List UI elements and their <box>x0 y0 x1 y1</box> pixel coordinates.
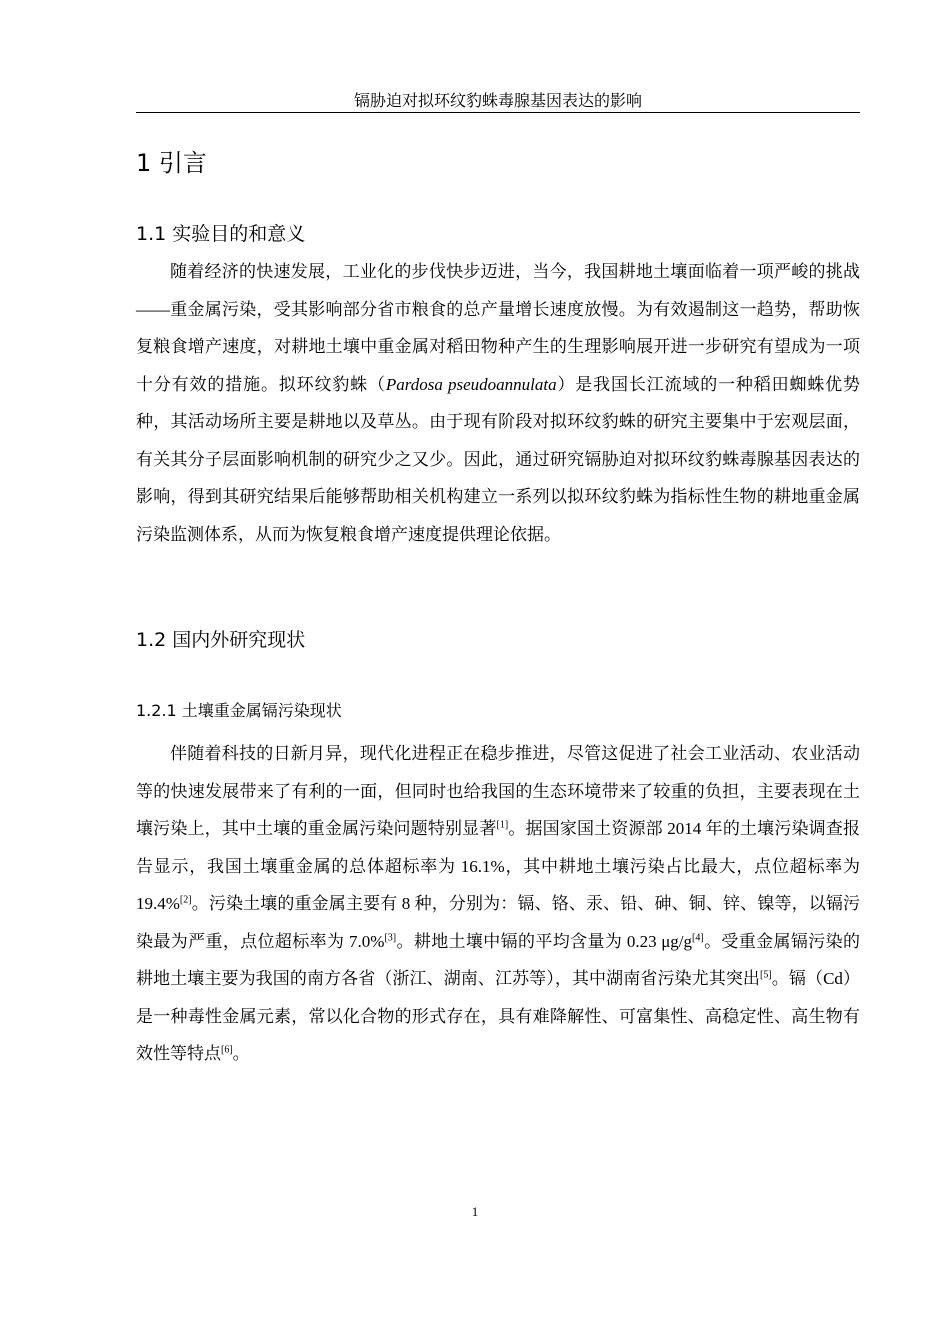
paragraph-soil-pollution <box>136 735 860 1073</box>
citation-6: [6] <box>221 1044 233 1056</box>
chapter-title: 1 引言 <box>136 149 207 177</box>
citation-4: [4] <box>692 931 704 943</box>
section-title-1-2: 1.2 国内外研究现状 <box>136 629 306 651</box>
citation-3: [3] <box>384 931 397 943</box>
sentence-6: 。镉（Cd）是一种毒性金属元素，常以化合物的形式存在，具有难降解性、可富集性、高稳定性、高生物有效性等特点 <box>136 969 861 1063</box>
section-title-1-2-1: 1.2.1 土壤重金属镉污染现状 <box>136 701 342 720</box>
sentence-4: 。耕地土壤中镉的平均含量为 0.23 μg/g <box>396 931 693 951</box>
page-number: 1 <box>471 1204 479 1219</box>
paragraph-purpose-text-1: 随着经济的快速发展，工业化的步伐快步迈进，当今，我国耕地土壤面临着一项严峻的挑战——重金属污染，受其影响部分省市粮食的总产量增长速度放慢。为有效遏制这一趋势，帮助恢复粮食增产速度，对耕地土壤中重金属对稻田物种产生的生理影响展开进一步研究有望成为一项十分有效的措施。拟环纹豹蛛（ <box>136 262 860 394</box>
paragraph-purpose-text-2: ）是我国长江流域的一种稻田蜘蛛优势种，其活动场所主要是耕地以及草丛。由于现有阶段对拟环纹豹蛛的研究主要集中于宏观层面，有关其分子层面影响机制的研究少之又少。因此，通过研究镉胁迫对拟环纹豹蛛毒腺基因表达的影响，得到其研究结果后能够帮助相关机构建立一系列以拟环纹豹蛛为指标性生物的耕地重金属污染监测体系，从而为恢复粮食增产速度提供理论依据。 <box>136 374 861 544</box>
sentence-5: 。受重金属镉污染的耕地土壤主要为我国的南方各省（浙江、湖南、江苏等），其中湖南省污染尤其突出 <box>136 931 860 988</box>
sentence-1: 伴随着科技的日新月异，现代化进程正在稳步推进，尽管这促进了社会工业活动、农业活动等的快速发展带来了有利的一面，但同时也给我国的生态环境带来了较重的负担，主要表现在土壤污染上，其中土壤的重金属污染问题特别显著 <box>136 744 860 838</box>
sentence-3: 。污染土壤的重金属主要有 8 种，分别为：镉、铬、汞、铅、砷、铜、锌、镍等，以镉污染最为严重，点位超标率为 7.0% <box>136 894 860 951</box>
species-name: Pardosa pseudoannulata <box>385 374 557 394</box>
running-header <box>136 92 860 113</box>
citation-5: [5] <box>760 969 772 981</box>
citation-2: [2] <box>179 894 192 906</box>
citation-1: [1] <box>496 819 509 831</box>
running-title: 镉胁迫对拟环纹豹蛛毒腺基因表达的影响 <box>353 93 642 110</box>
sentence-2: 。据国家国土资源部 2014 年的土壤污染调查报告显示，我国土壤重金属的总体超标率为 16.1%，其中耕地土壤污染占比最大，点位超标率为 19.4% <box>136 819 861 913</box>
paragraph-purpose <box>136 253 860 553</box>
section-title-1-1: 1.1 实验目的和意义 <box>136 223 306 245</box>
sentence-7: 。 <box>232 1044 250 1063</box>
